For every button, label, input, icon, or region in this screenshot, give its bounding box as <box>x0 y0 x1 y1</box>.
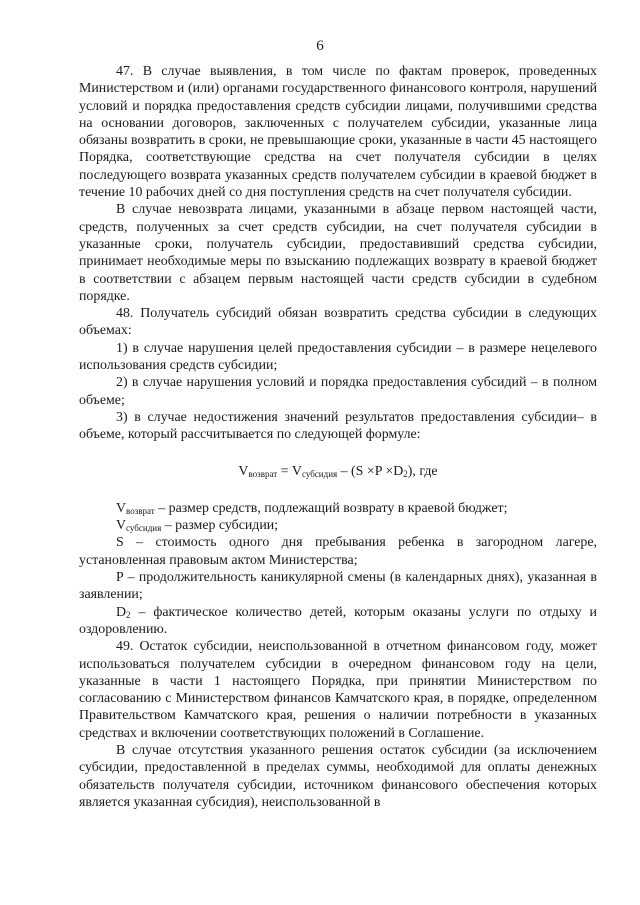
formula-sub-subsidy: субсидия <box>301 468 338 479</box>
paragraph-49-no-decision: В случае отсутствия указанного решения остаток субсидии (за исключением субсидии, предоставленной в пределах суммы, необходимой для оплаты денежных обязательств получателя субсидии, источником финансового обеспечения которых является указанная субсидия), неиспользованной в <box>79 742 597 810</box>
def-sub: возврат <box>126 505 155 516</box>
paragraph-48: 48. Получатель субсидий обязан возвратить средства субсидии в следующих объемах: <box>79 306 597 339</box>
paragraph-47-non-return: В случае невозврата лицами, указанными в абзаце первом настоящей части, средств, полученных за счет средств субсидии, на счет получателя субсидии в указанные сроки, получатель субсидии, предоставивший средства субсидии, принимает необходимые меры по взысканию подлежащих возврату в краевой бюджет в соответствии с абзацем первым настоящей части средств субсидии в судебном порядке. <box>79 202 597 304</box>
formula-mid: – (S ×P ×D <box>337 463 404 479</box>
definition-d2 <box>79 604 597 639</box>
list-item-1: 1) в случае нарушения целей предоставления субсидии – в размере нецелевого использования средств субсидии; <box>79 340 597 374</box>
list-item-3: 3) в случае недостижения значений результатов предоставления субсидии– в объеме, который рассчитывается по следующей формуле: <box>79 409 597 443</box>
def-var: D <box>116 604 127 620</box>
list-item-2: 2) в случае нарушения условий и порядка предоставления субсидий – в полном объеме; <box>79 375 597 408</box>
formula-end: ), где <box>407 463 438 479</box>
definition-s: S – стоимость одного дня пребывания ребенка в загородном лагере, установленная правовым актом Министерства; <box>79 535 597 568</box>
definition-v-return <box>79 500 597 517</box>
formula-eq: = <box>277 463 292 479</box>
definition-p: P – продолжительность каникулярной смены (в календарных днях), указанная в заявлении; <box>79 570 597 603</box>
formula <box>79 463 597 480</box>
def-text: – размер субсидии; <box>161 518 279 534</box>
def-sub: 2 <box>126 609 131 620</box>
formula-v2: V <box>291 463 302 479</box>
document-body <box>79 63 597 811</box>
def-var: V <box>116 518 127 534</box>
formula-d-sub: 2 <box>403 468 408 479</box>
paragraph-49: 49. Остаток субсидии, неиспользованной в отчетном финансовом году, может использоваться получателем субсидии в очередном финансовом году на цели, указанные в части 1 настоящего Порядка, при принятии Министерством по согласованию с Министерством финансов Камчатского края, в порядке, определенном Правительством Камчатского края, решения о наличии потребности в указанных средствах и включении соответствующих положений в Соглашение. <box>79 639 597 741</box>
formula-sub-return: возврат <box>248 468 278 479</box>
formula-v: V <box>238 463 249 479</box>
def-text: – размер средств, подлежащий возврату в краевой бюджет; <box>154 500 508 516</box>
page-number: 6 <box>316 38 324 54</box>
def-var: V <box>116 500 127 516</box>
def-text: – фактическое количество детей, которым оказаны услуги по отдыху и оздоровлению. <box>79 604 597 637</box>
paragraph-47: 47. В случае выявления, в том числе по фактам проверок, проведенных Министерством и (или) органами государственного финансового контроля, нарушений условий и порядка предоставления средств субсидии лицами, получившими средства на основании договоров, заключенных с получателем субсидии, указанные лица обязаны возвратить в сроки, не превышающие сроки, указанные в части 45 настоящего Порядка, соответствующие средства на счет получателя субсидии в целях последующего возврата указанных средств получателем субсидии в краевой бюджет в течение 10 рабочих дней со дня поступления средств на счет получателя субсидии. <box>79 64 597 201</box>
definition-v-subsidy <box>79 517 597 534</box>
def-sub: субсидия <box>126 523 162 534</box>
